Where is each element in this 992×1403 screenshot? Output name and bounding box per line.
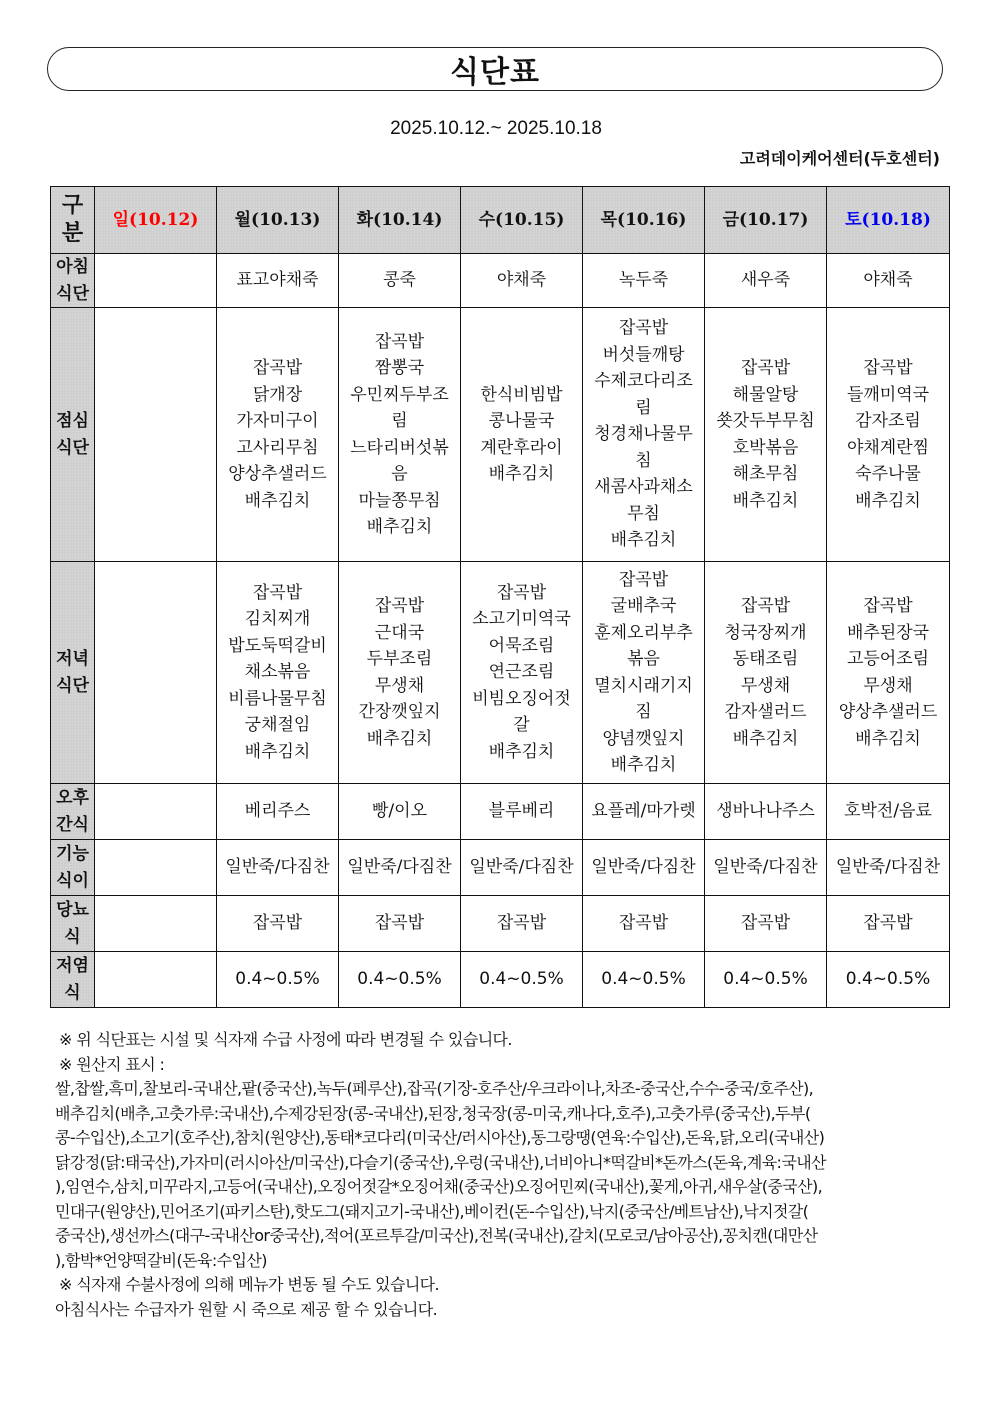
- row-label-text: 식: [64, 926, 81, 947]
- dish-item: 음: [391, 464, 408, 484]
- row-diabetic: [51, 896, 950, 952]
- menu-cell: [217, 784, 339, 840]
- menu-cell: [583, 308, 705, 562]
- dish-item: 무침: [627, 503, 660, 524]
- dish-item: 버섯들깨탕: [602, 344, 685, 365]
- menu-cell: [461, 952, 583, 1008]
- dish-item: 일반죽/다짐찬: [591, 857, 696, 878]
- menu-cell: [217, 952, 339, 1008]
- origin-line: 배추김치(배추,고춧가루:국내산),수제강된장(콩-국내산),된장,청국장(콩-미국,캐나다,호주),고춧가루(중국산),두부(: [55, 1103, 811, 1123]
- menu-cell: [705, 308, 827, 562]
- row-label-text: 당뇨: [56, 900, 89, 920]
- dish-item: 블루베리: [488, 801, 555, 822]
- day-header-tue: 화(10.14): [339, 187, 461, 254]
- dish-item: 잡곡밥: [374, 596, 425, 616]
- dish-item: 요플레/마가렛: [591, 801, 696, 822]
- row-label-breakfast: [51, 254, 95, 308]
- dish-item: 배추김치: [855, 728, 921, 749]
- dish-item: 고사리무침: [236, 437, 319, 458]
- dish-item: 양념깻잎지: [602, 728, 685, 749]
- dish-item: 침: [635, 450, 652, 471]
- dish-item: 배추김치: [366, 728, 433, 749]
- note-breakfast-porridge: 아침식사는 수급자가 원할 시 죽으로 제공 할 수 있습니다.: [55, 1299, 438, 1319]
- dish-item: 무생채: [740, 675, 791, 696]
- row-label-snack: [51, 784, 95, 840]
- dish-item: 비름나물무침: [228, 688, 327, 709]
- menu-cell: [827, 308, 950, 562]
- dish-item: 잡곡밥: [496, 582, 547, 603]
- dish-item: 일반죽/다짐찬: [835, 857, 941, 878]
- dish-item: 청국장찌개: [724, 622, 807, 643]
- dish-item: 근대국: [374, 622, 425, 643]
- menu-cell: [827, 896, 950, 952]
- dish-item: 콩나물국: [488, 411, 555, 431]
- menu-cell: [217, 896, 339, 952]
- menu-cell: [827, 254, 950, 308]
- dish-item: 녹두죽: [618, 270, 669, 291]
- dish-item: 배추김치: [244, 490, 311, 511]
- dish-item: 배추김치: [610, 755, 677, 775]
- row-label-text: 식: [64, 982, 81, 1003]
- day-header-fri: 금(10.17): [705, 187, 827, 254]
- row-low-sodium: [51, 952, 950, 1008]
- corner-label: [51, 187, 95, 254]
- dish-item: 가자미구이: [236, 411, 319, 431]
- menu-cell: [461, 308, 583, 562]
- dish-item: 잡곡밥: [740, 358, 791, 378]
- dish-item: 야채죽: [863, 270, 913, 291]
- dish-item: 잡곡밥: [863, 358, 913, 378]
- dish-item: 생바나나주스: [716, 801, 815, 822]
- menu-cell: [461, 896, 583, 952]
- row-label-text: 식이: [56, 870, 89, 891]
- dish-item: 잡곡밥: [374, 331, 425, 352]
- menu-cell: [461, 784, 583, 840]
- dish-item: 잡곡밥: [252, 582, 303, 603]
- dish-item: 비빔오징어젓: [472, 688, 571, 709]
- dish-item: 쑛갓두부무침: [716, 411, 815, 431]
- day-header-sun: 일(10.12): [95, 187, 217, 254]
- page-title: 식단표: [450, 55, 540, 90]
- menu-cell: [827, 840, 950, 896]
- dish-item: 야채계란찜: [846, 437, 930, 458]
- dish-item: 0.4~0.5%: [845, 969, 931, 990]
- row-label-diabetic: [51, 896, 95, 952]
- notes-section: [55, 1028, 945, 1322]
- dish-item: 배추김치: [488, 741, 555, 762]
- dish-item: 배추김치: [732, 728, 799, 749]
- corner-label-top: 구: [61, 193, 84, 218]
- dish-item: 수제코다리조: [594, 371, 693, 392]
- dish-item: 호박볶음: [732, 437, 799, 458]
- dish-item: 배추김치: [732, 490, 799, 511]
- note-menu-change: ※ 식자재 수불사정에 의해 메뉴가 변동 될 수도 있습니다.: [59, 1275, 440, 1294]
- dish-item: 0.4~0.5%: [235, 969, 320, 990]
- origin-list: [55, 1077, 945, 1273]
- origin-line: 닭강정(닭:태국산),가자미(러시아산/미국산),다슬기(중국산),우렁(국내산),너비아니*떡갈비*돈까스(돈육,계육:국내산: [55, 1152, 826, 1172]
- menu-cell: [217, 308, 339, 562]
- dish-item: 잡곡밥: [863, 913, 913, 934]
- row-label-lunch: [51, 308, 95, 562]
- dish-item: 배추김치: [366, 517, 433, 537]
- menu-table: [50, 186, 950, 1008]
- row-label-low-sodium: [51, 952, 95, 1008]
- row-label-dinner: [51, 562, 95, 784]
- dish-item: 궁채절임: [244, 715, 311, 736]
- dish-item: 감자조림: [855, 411, 921, 431]
- dish-item: 해초무침: [732, 464, 799, 484]
- dish-item: 잡곡밥: [374, 913, 425, 934]
- dish-item: 림: [635, 397, 652, 418]
- origin-line: ),임연수,삼치,미꾸라지,고등어(국내산),오징어젓갈*오징어채(중국산)오징어민찌(국내산),꽃게,아귀,새우살(중국산),: [55, 1177, 823, 1196]
- dish-item: 간장깻잎지: [358, 702, 441, 722]
- menu-cell: [95, 840, 217, 896]
- row-label-text: 기능: [56, 844, 89, 864]
- dish-item: 계란후라이: [480, 437, 563, 458]
- row-label-text: 오후: [56, 788, 89, 808]
- dish-item: 빵/이오: [372, 801, 427, 822]
- menu-cell: [583, 784, 705, 840]
- menu-cell: [583, 254, 705, 308]
- menu-cell: [217, 254, 339, 308]
- origin-line: 중국산),생선까스(대구-국내산or중국산),적어(포르투갈/미국산),전복(국내산),갈치(모로코/남아공산),꽁치캔(대만산: [55, 1226, 818, 1245]
- menu-body: [51, 254, 950, 1008]
- dish-item: 굴배추국: [610, 596, 677, 616]
- dish-item: 배추김치: [488, 464, 555, 484]
- menu-cell: [827, 562, 950, 784]
- menu-cell: [461, 562, 583, 784]
- dish-item: 표고야채죽: [236, 270, 319, 291]
- dish-item: 배추김치: [610, 530, 677, 551]
- note-origin-title: ※ 원산지 표시 :: [59, 1054, 165, 1074]
- period-range: 2025.10.12.~ 2025.10.18: [390, 118, 602, 139]
- dish-item: 김치찌개: [244, 609, 311, 630]
- menu-cell: [95, 562, 217, 784]
- day-header-sat: 토(10.18): [827, 187, 950, 254]
- dish-item: 배추된장국: [846, 622, 930, 643]
- dish-item: 잡곡밥: [740, 596, 791, 616]
- dish-item: 닭개장: [252, 384, 303, 405]
- center-name: 고려데이케어센터(두호센터): [739, 149, 940, 168]
- row-label-functional: [51, 840, 95, 896]
- menu-cell: [339, 562, 461, 784]
- menu-cell: [705, 784, 827, 840]
- row-label-text: 저녁: [56, 649, 89, 669]
- dish-item: 소고기미역국: [472, 609, 571, 630]
- menu-cell: [583, 896, 705, 952]
- row-label-text: 저염: [56, 956, 89, 976]
- dish-item: 무생채: [863, 675, 913, 696]
- row-dinner: [51, 562, 950, 784]
- menu-cell: [583, 562, 705, 784]
- menu-cell: [705, 952, 827, 1008]
- row-snack: [51, 784, 950, 840]
- menu-cell: [217, 562, 339, 784]
- dish-item: 우민찌두부조: [350, 384, 449, 405]
- row-label-text: 식단: [56, 437, 89, 458]
- dish-item: 새우죽: [740, 270, 791, 291]
- dish-item: 야채죽: [496, 270, 547, 291]
- dish-item: 잡곡밥: [252, 358, 303, 378]
- dish-item: 짐: [635, 702, 652, 722]
- day-header-wed: 수(10.15): [461, 187, 583, 254]
- dish-item: 동태조림: [732, 649, 799, 669]
- dish-item: 감자샐러드: [724, 702, 807, 722]
- menu-cell: [339, 308, 461, 562]
- dish-item: 배추김치: [855, 490, 921, 511]
- origin-line: 콩-수입산),소고기(호주산),참치(원양산),동태*코다리(미국산/러시아산),동그랑땡(연육:수입산),돈육,닭,오리(국내산): [55, 1128, 825, 1147]
- menu-cell: [827, 952, 950, 1008]
- row-label-text: 간식: [56, 814, 89, 835]
- menu-cell: [95, 308, 217, 562]
- dish-item: 잡곡밥: [863, 596, 913, 616]
- menu-cell: [339, 254, 461, 308]
- dish-item: 콩죽: [383, 270, 416, 291]
- menu-cell: [827, 784, 950, 840]
- origin-line: 민대구(원양산),민어조기(파키스탄),핫도그(돼지고기-국내산),베이컨(돈-수입산),낙지(중국산/베트남산),낙지젓갈(: [55, 1201, 809, 1221]
- dish-item: 일반죽/다짐찬: [225, 857, 330, 878]
- dish-item: 0.4~0.5%: [479, 969, 564, 990]
- menu-cell: [339, 784, 461, 840]
- row-label-text: 아침: [56, 257, 89, 277]
- header-row: [51, 187, 950, 254]
- day-header-mon: 월(10.13): [217, 187, 339, 254]
- dish-item: 잡곡밥: [740, 913, 791, 934]
- menu-cell: [95, 784, 217, 840]
- menu-cell: [95, 254, 217, 308]
- row-breakfast: [51, 254, 950, 308]
- dish-item: 숙주나물: [855, 464, 921, 484]
- dish-item: 0.4~0.5%: [723, 969, 808, 990]
- origin-line: 쌀,찹쌀,흑미,찰보리-국내산,팥(중국산),녹두(페루산),잡곡(기장-호주산/우크라이나,차조-중국산,수수-중국/호주산),: [55, 1079, 814, 1098]
- dish-item: 일반죽/다짐찬: [469, 857, 574, 878]
- title-box: [47, 47, 943, 91]
- dish-item: 호박전/음료: [844, 801, 932, 822]
- dish-item: 베리주스: [244, 801, 311, 822]
- menu-cell: [583, 840, 705, 896]
- dish-item: 잡곡밥: [618, 913, 669, 934]
- dish-item: 짬뽕국: [374, 358, 425, 378]
- menu-cell: [705, 896, 827, 952]
- dish-item: 잡곡밥: [618, 318, 669, 339]
- dish-item: 배추김치: [244, 741, 311, 762]
- menu-cell: [705, 840, 827, 896]
- dish-item: 밥도둑떡갈비: [228, 635, 327, 656]
- menu-cell: [705, 254, 827, 308]
- dish-item: 청경채나물무: [594, 424, 693, 445]
- dish-item: 양상추샐러드: [838, 702, 938, 722]
- dish-item: 멸치시래기지: [594, 675, 693, 696]
- dish-item: 두부조림: [366, 649, 433, 669]
- row-label-text: 식단: [56, 283, 89, 304]
- dish-item: 훈제오리부추: [594, 622, 693, 643]
- dish-item: 연근조림: [488, 662, 555, 683]
- origin-line: ),함박*언양떡갈비(돈육:수입산): [55, 1250, 267, 1270]
- dish-item: 볶음: [627, 649, 660, 669]
- dish-item: 들깨미역국: [846, 384, 930, 405]
- dish-item: 일반죽/다짐찬: [347, 857, 452, 878]
- dish-item: 채소볶음: [244, 662, 311, 683]
- day-header-thu: 목(10.16): [583, 187, 705, 254]
- menu-cell: [461, 254, 583, 308]
- dish-item: 무생채: [374, 675, 425, 696]
- dish-item: 림: [391, 411, 408, 431]
- dish-item: 느타리버섯볶: [350, 437, 449, 458]
- corner-label-bottom: 분: [61, 221, 84, 246]
- row-label-text: 점심: [56, 411, 89, 431]
- dish-item: 새콤사과채소: [594, 477, 693, 498]
- dish-item: 갈: [513, 715, 530, 736]
- menu-cell: [339, 952, 461, 1008]
- dish-item: 잡곡밥: [496, 913, 547, 934]
- dish-item: 고등어조림: [846, 649, 930, 669]
- dish-item: 양상추샐러드: [228, 464, 327, 484]
- row-lunch: [51, 308, 950, 562]
- menu-cell: [705, 562, 827, 784]
- dish-item: 일반죽/다짐찬: [713, 857, 818, 878]
- menu-cell: [339, 840, 461, 896]
- dish-item: 해물알탕: [732, 384, 799, 405]
- menu-cell: [583, 952, 705, 1008]
- dish-item: 0.4~0.5%: [601, 969, 686, 990]
- dish-item: 잡곡밥: [252, 913, 303, 934]
- dish-item: 마늘쫑무침: [358, 490, 441, 511]
- note-change-notice: ※ 위 식단표는 시설 및 식자재 수급 사정에 따라 변경될 수 있습니다.: [59, 1030, 512, 1049]
- dish-item: 잡곡밥: [618, 569, 669, 590]
- dish-item: 0.4~0.5%: [357, 969, 442, 990]
- menu-cell: [95, 896, 217, 952]
- menu-cell: [461, 840, 583, 896]
- row-label-text: 식단: [56, 675, 89, 696]
- menu-cell: [95, 952, 217, 1008]
- row-functional: [51, 840, 950, 896]
- menu-cell: [339, 896, 461, 952]
- dish-item: 한식비빔밥: [480, 384, 563, 405]
- dish-item: 어묵조림: [488, 635, 555, 656]
- menu-cell: [217, 840, 339, 896]
